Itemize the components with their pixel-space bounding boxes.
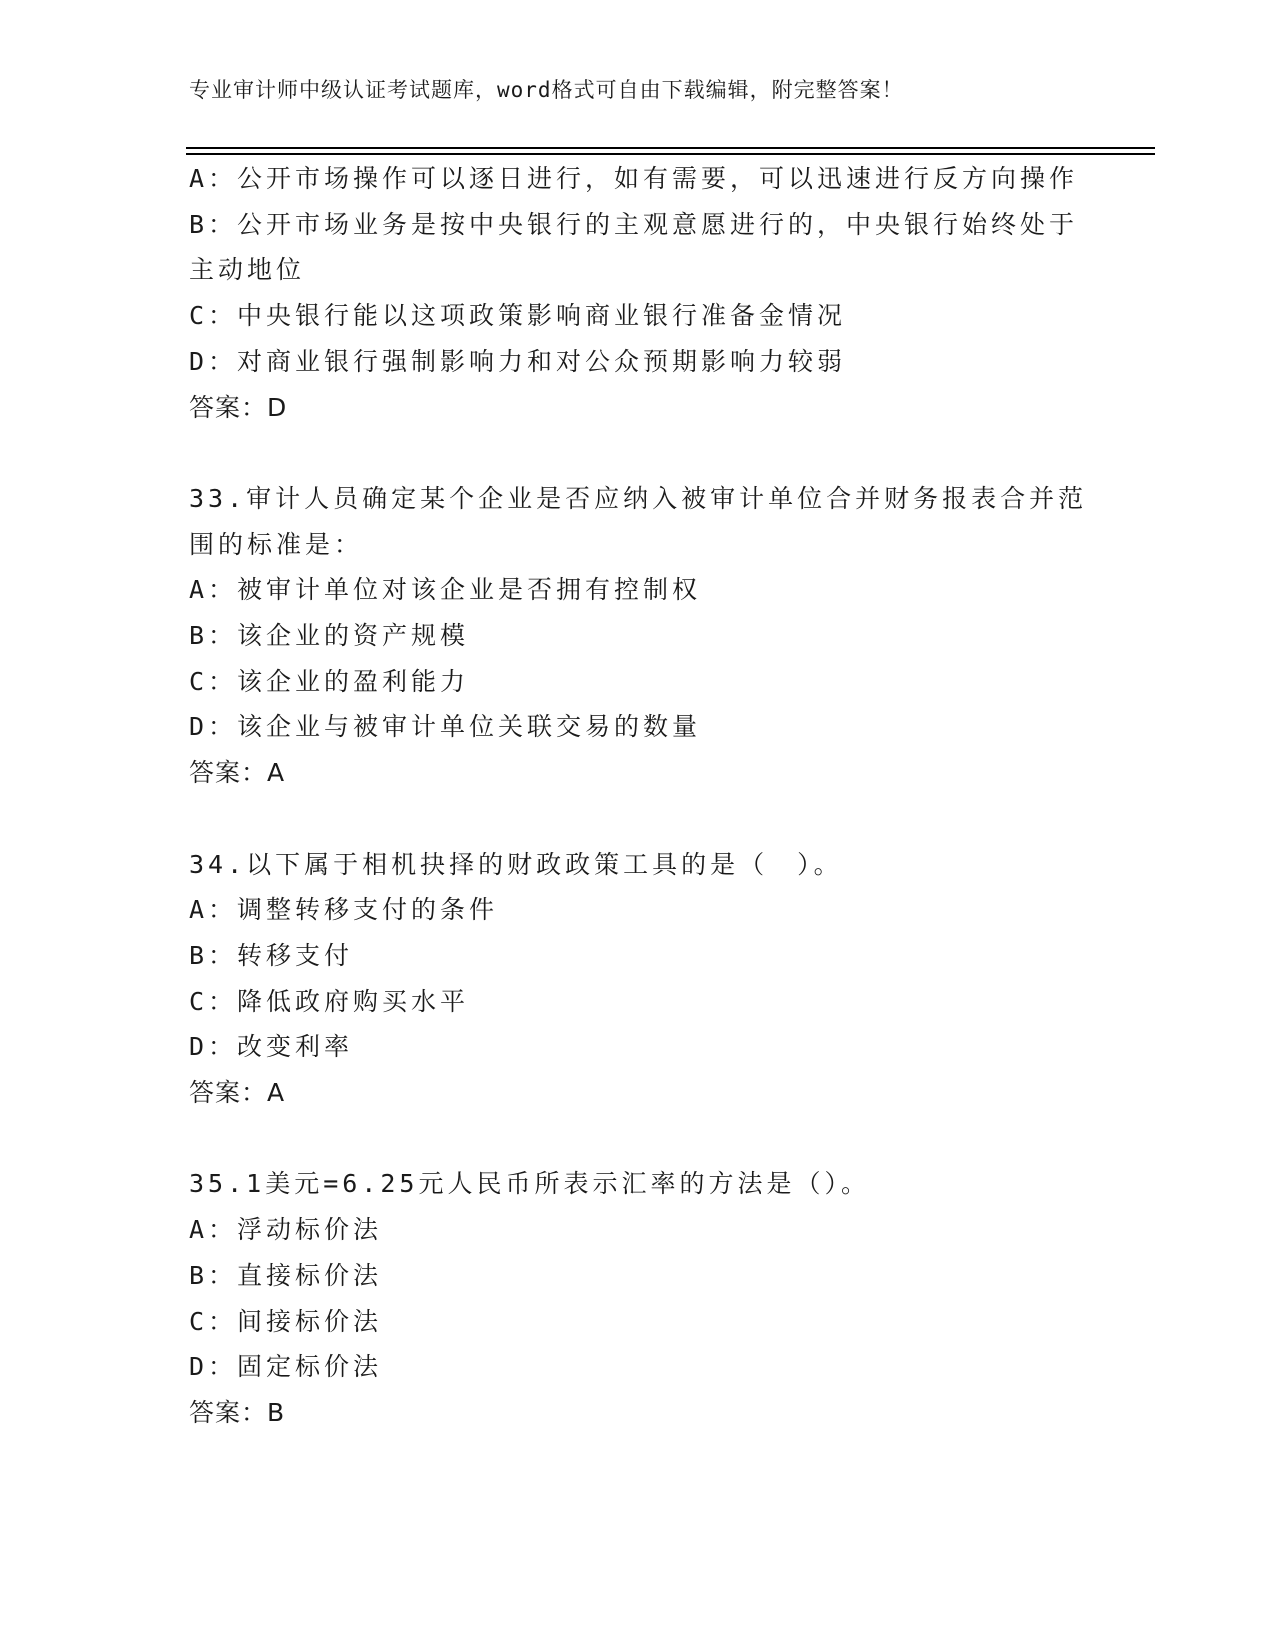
page-header: 专业审计师中级认证考试题库，word格式可自由下载编辑，附完整答案！ (189, 78, 904, 102)
q32-option-d: D：对商业银行强制影响力和对公众预期影响力较弱 (189, 346, 847, 376)
q35-answer: 答案：B (189, 1397, 286, 1427)
q33-option-d: D：该企业与被审计单位关联交易的数量 (189, 712, 702, 742)
q34-question: 34.以下属于相机抉择的财政政策工具的是（ ）。 (189, 849, 843, 879)
spacer (189, 1116, 1089, 1162)
q32-option-c: C：中央银行能以这项政策影响商业银行准备金情况 (189, 301, 847, 331)
q34-answer: 答案：A (189, 1078, 286, 1108)
q35-question: 35.1美元=6.25元人民币所表示汇率的方法是（）。 (189, 1169, 870, 1199)
q35-option-a: A：浮动标价法 (189, 1215, 383, 1245)
q35-option-d: D：固定标价法 (189, 1352, 383, 1382)
q32-answer: 答案：D (189, 392, 288, 422)
q34-option-b: B：转移支付 (189, 940, 354, 970)
q32-option-a: A：公开市场操作可以逐日进行，如有需要，可以迅速进行反方向操作 (189, 164, 1079, 193)
q35-option-b: B：直接标价法 (189, 1260, 383, 1290)
q34-option-c: C：降低政府购买水平 (189, 986, 470, 1016)
q34-option-d: D：改变利率 (189, 1032, 354, 1062)
spacer (189, 430, 1089, 476)
q33-option-a: A：被审计单位对该企业是否拥有控制权 (189, 575, 702, 605)
q32-option-b-cont: 主动地位 (189, 255, 306, 285)
header-rule-bottom (186, 153, 1155, 155)
q33-answer: 答案：A (189, 758, 286, 788)
q34-option-a: A：调整转移支付的条件 (189, 895, 499, 925)
q32-option-b: B：公开市场业务是按中央银行的主观意愿进行的，中央银行始终处于 (189, 209, 1079, 239)
q33-question: 33.审计人员确定某个企业是否应纳入被审计单位合并财务报表合并范 (189, 483, 1088, 513)
question-content (189, 156, 1089, 1436)
q33-option-b: B：该企业的资产规模 (189, 621, 470, 651)
header-rule-top (186, 147, 1155, 149)
q33-question-cont: 围的标准是： (189, 529, 364, 559)
q35-option-c: C：间接标价法 (189, 1306, 383, 1336)
q33-option-c: C：该企业的盈利能力 (189, 666, 470, 696)
spacer (189, 796, 1089, 842)
